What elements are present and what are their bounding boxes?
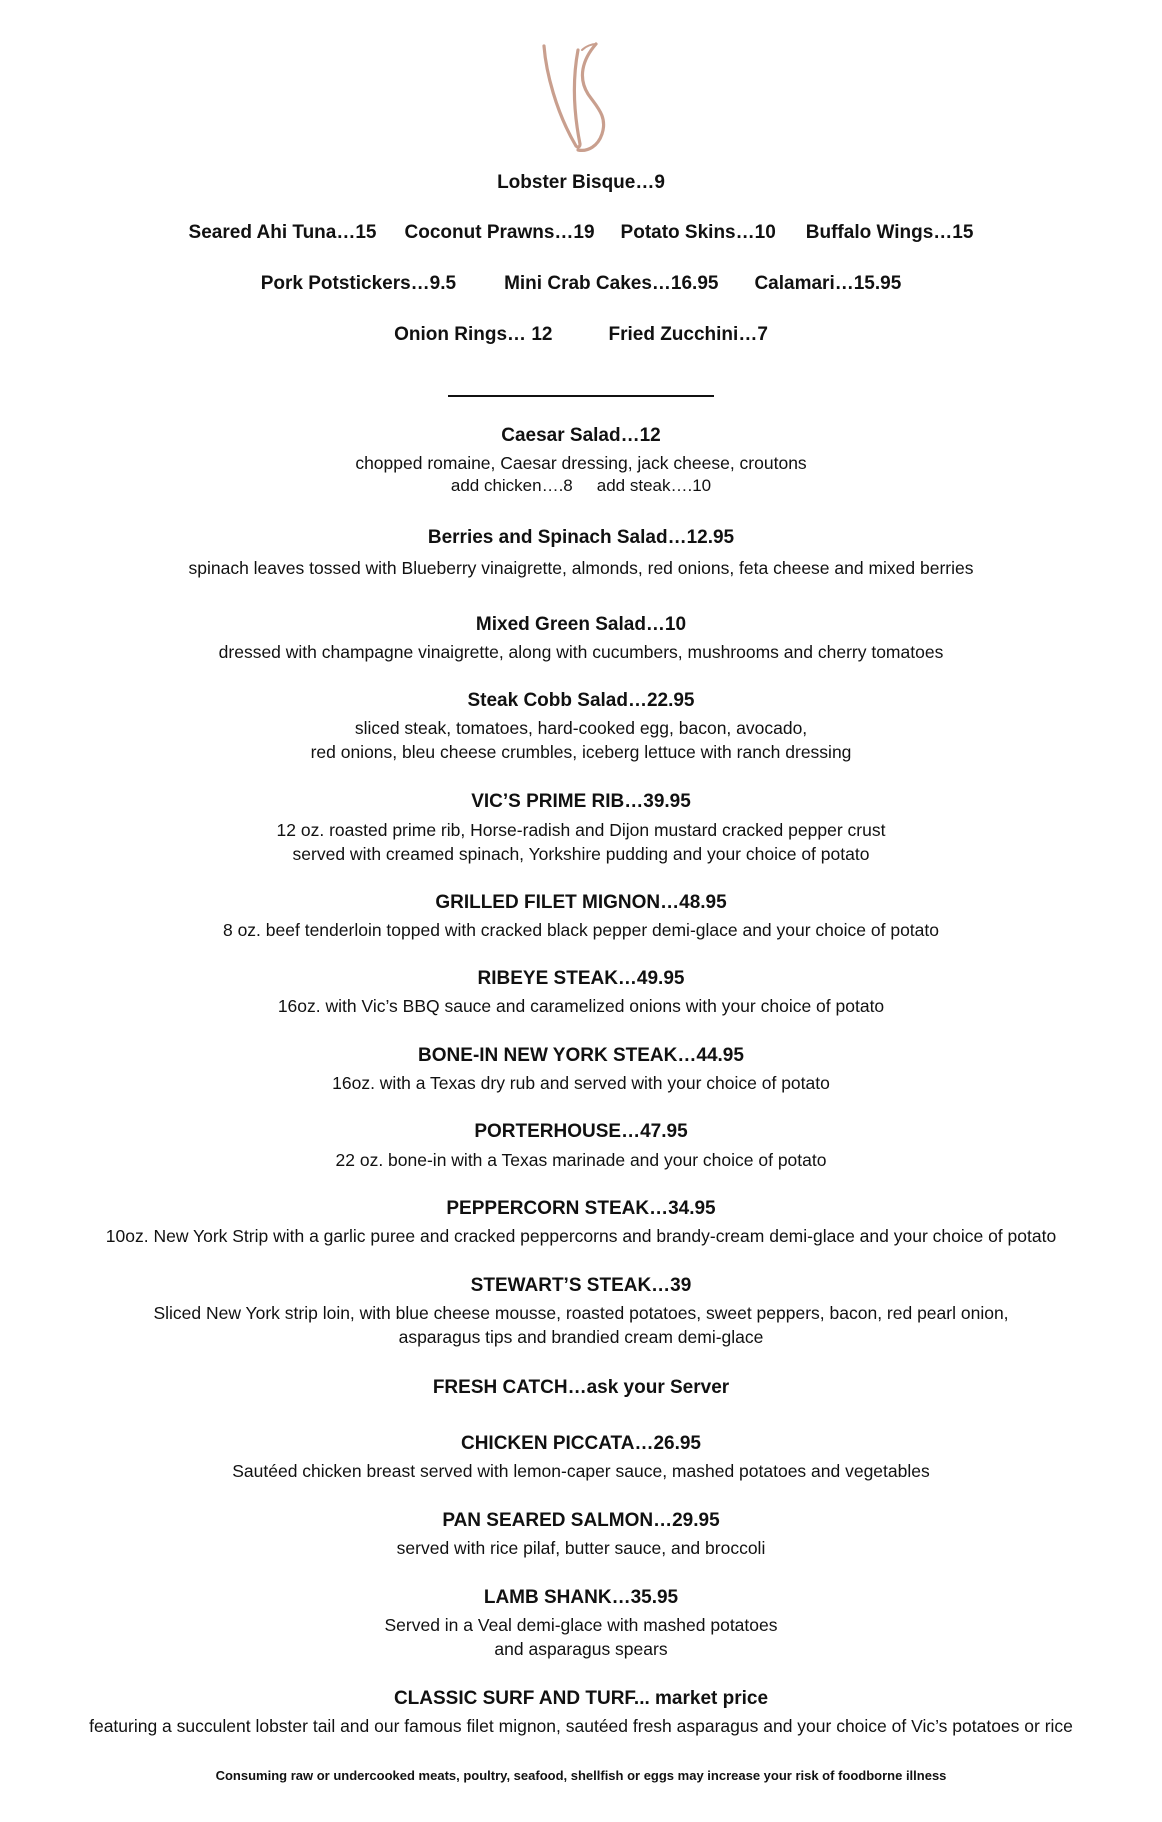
menu-item-title: GRILLED FILET MIGNON…48.95 — [435, 892, 727, 913]
menu-item-title: PORTERHOUSE…47.95 — [474, 1121, 688, 1142]
addon-chicken: add chicken….8 — [450, 476, 573, 495]
restaurant-logo — [538, 42, 622, 154]
appetizer-item: Coconut Prawns…19 — [404, 222, 595, 243]
menu-item-title: Berries and Spinach Salad…12.95 — [427, 527, 735, 548]
appetizer-item: Pork Potstickers…9.5 — [260, 273, 457, 294]
menu-item-title: PAN SEARED SALMON…29.95 — [442, 1510, 720, 1531]
menu-item-title: STEWART’S STEAK…39 — [470, 1275, 692, 1296]
menu-item-title: BONE-IN NEW YORK STEAK…44.95 — [418, 1045, 744, 1066]
section-divider — [448, 395, 714, 397]
menu-item-addons — [0, 476, 1162, 496]
menu-item-description: 12 oz. roasted prime rib, Horse-radish and Dijon mustard cracked pepper crust — [276, 820, 886, 840]
menu-item-title: RIBEYE STEAK…49.95 — [477, 968, 685, 989]
menu-item-description: dressed with champagne vinaigrette, along with cucumbers, mushrooms and cherry tomatoes — [218, 642, 944, 662]
appetizer-item: Calamari…15.95 — [754, 273, 902, 294]
menu-item-description: Served in a Veal demi-glace with mashed potatoes — [384, 1615, 778, 1635]
menu-item-title: LAMB SHANK…35.95 — [483, 1587, 679, 1608]
menu-item-title: Steak Cobb Salad…22.95 — [467, 690, 695, 711]
menu-item-description: asparagus tips and brandied cream demi-glace — [398, 1327, 764, 1347]
menu-item-description: chopped romaine, Caesar dressing, jack cheese, croutons — [355, 453, 807, 473]
appetizer-item: Potato Skins…10 — [620, 222, 776, 243]
menu-item-title: CHICKEN PICCATA…26.95 — [460, 1433, 701, 1454]
addon-steak: add steak….10 — [596, 476, 712, 495]
appetizer-item: Buffalo Wings…15 — [805, 222, 974, 243]
menu-item-title: PEPPERCORN STEAK…34.95 — [446, 1198, 716, 1219]
menu-item-description: 16oz. with Vic’s BBQ sauce and caramelized onions with your choice of potato — [277, 996, 885, 1016]
appetizer-item: Onion Rings… 12 — [394, 324, 553, 345]
appetizer-item: Fried Zucchini…7 — [608, 324, 768, 345]
appetizer-row — [0, 222, 1162, 244]
menu-item-title: Mixed Green Salad…10 — [475, 614, 687, 635]
menu-item-description: spinach leaves tossed with Blueberry vinaigrette, almonds, red onions, feta cheese and mixed berries — [188, 558, 974, 578]
featured-appetizer: Lobster Bisque…9 — [497, 172, 665, 193]
menu-item-description: and asparagus spears — [494, 1639, 668, 1659]
menu-item-title: FRESH CATCH…ask your Server — [432, 1377, 730, 1398]
appetizer-row — [0, 324, 1162, 346]
menu-item-description: featuring a succulent lobster tail and our famous filet mignon, sautéed fresh asparagus and your choice of Vic’s potatoes or rice — [89, 1716, 1073, 1736]
menu-item-description: Sliced New York strip loin, with blue cheese mousse, roasted potatoes, sweet peppers, bacon, red pearl onion, — [153, 1303, 1009, 1323]
menu-item-title: VIC’S PRIME RIB…39.95 — [471, 791, 691, 812]
menu-item-description: Sautéed chicken breast served with lemon-caper sauce, mashed potatoes and vegetables — [232, 1461, 930, 1481]
menu-item-description: served with creamed spinach, Yorkshire pudding and your choice of potato — [292, 844, 870, 864]
appetizer-item: Mini Crab Cakes…16.95 — [504, 273, 719, 294]
menu-item-description: 8 oz. beef tenderloin topped with cracked black pepper demi-glace and your choice of potato — [222, 920, 939, 940]
menu-item-description: 16oz. with a Texas dry rub and served with your choice of potato — [332, 1073, 830, 1093]
menu-item-title: CLASSIC SURF AND TURF... market price — [393, 1688, 769, 1709]
appetizer-row — [0, 273, 1162, 295]
appetizer-item: Seared Ahi Tuna…15 — [188, 222, 377, 243]
menu-item-description: 10oz. New York Strip with a garlic puree and cracked peppercorns and brandy-cream demi-glace and your choice of potato — [105, 1226, 1057, 1246]
menu-item-description: served with rice pilaf, butter sauce, and broccoli — [396, 1538, 766, 1558]
menu-item-title: Caesar Salad…12 — [501, 425, 661, 446]
food-safety-disclaimer: Consuming raw or undercooked meats, poultry, seafood, shellfish or eggs may increase your risk of foodborne illness — [215, 1768, 947, 1783]
menu-item-description: sliced steak, tomatoes, hard-cooked egg, bacon, avocado, — [354, 718, 808, 738]
menu-item-description: red onions, bleu cheese crumbles, iceberg lettuce with ranch dressing — [310, 742, 852, 762]
menu-item-description: 22 oz. bone-in with a Texas marinade and your choice of potato — [335, 1150, 827, 1170]
